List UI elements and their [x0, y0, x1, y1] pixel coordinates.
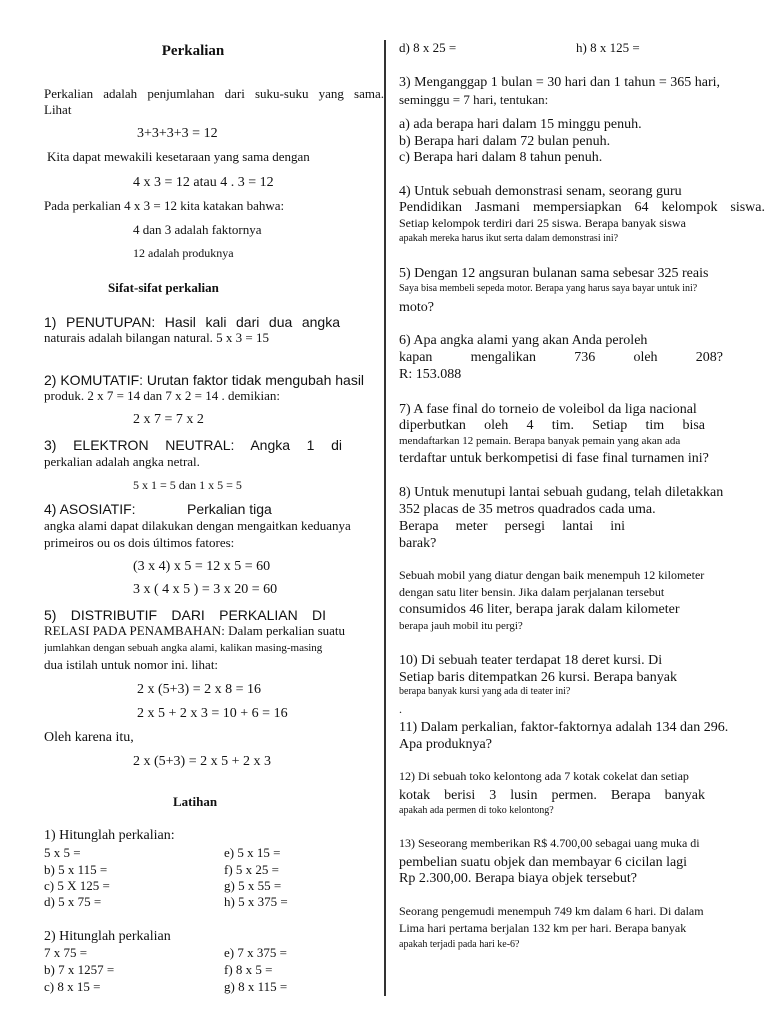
- question-11-line-2: Apa produknya?: [399, 737, 492, 752]
- question-8-line-3: Berapa meter persegi lantai ini: [399, 519, 625, 534]
- question-14-line-3: apakah terjadi pada hari ke-6?: [399, 939, 520, 950]
- question-5-line-1: 5) Dengan 12 angsuran bulanan sama sebesar 325 reais: [399, 266, 709, 281]
- question-10-line-3: berapa banyak kursi yang ada di teater ini?: [399, 686, 571, 697]
- property-3-equation: 5 x 1 = 5 dan 1 x 5 = 5: [133, 478, 242, 492]
- exercise-1-item-b: b) 5 x 115 =: [44, 862, 108, 877]
- question-7-line-1: 7) A fase final do torneio de voleibol da liga nacional: [399, 402, 697, 417]
- question-13-line-1: 13) Seseorang memberikan R$ 4.700,00 sebagai uang muka di: [399, 836, 700, 850]
- exercise-2-item-d: d) 8 x 25 =: [399, 40, 457, 55]
- question-4-line-1: 4) Untuk sebuah demonstrasi senam, seorang guru: [399, 184, 682, 199]
- property-4-label: 4) ASOSIATIF:: [44, 501, 136, 517]
- question-6-answer: R: 153.088: [399, 367, 462, 382]
- exercise-2-item-g: g) 8 x 115 =: [224, 979, 288, 994]
- intro-line-3: Pada perkalian 4 x 3 = 12 kita katakan bahwa:: [44, 198, 285, 213]
- exercise-1-item-d: d) 5 x 75 =: [44, 894, 102, 909]
- property-5-line-3: jumlahkan dengan sebuah angka alami, kalikan masing-masing: [44, 642, 323, 654]
- property-5-line-2: RELASI PADA PENAMBAHAN: Dalam perkalian suatu: [44, 624, 346, 638]
- section-title-latihan: Latihan: [173, 794, 218, 809]
- exercise-2-item-f: f) 8 x 5 =: [224, 962, 273, 977]
- question-6-line-2: kapan mengalikan 736 oleh 208?: [399, 350, 723, 365]
- property-4-equation-1: (3 x 4) x 5 = 12 x 5 = 60: [133, 559, 271, 574]
- property-4-text: Perkalian tiga: [187, 501, 272, 517]
- property-4-line-2: angka alami dapat dilakukan dengan mengaitkan keduanya: [44, 519, 351, 533]
- question-10-line-4: .: [399, 702, 402, 716]
- question-10-line-1: 10) Di sebuah teater terdapat 18 deret kursi. Di: [399, 653, 663, 668]
- exercise-2-item-e: e) 7 x 375 =: [224, 945, 287, 960]
- property-4-equation-2: 3 x ( 4 x 5 ) = 3 x 20 = 60: [133, 582, 278, 597]
- question-12-line-1: 12) Di sebuah toko kelontong ada 7 kotak cokelat dan setiap: [399, 769, 689, 783]
- property-2-line-1: 2) KOMUTATIF: Urutan faktor tidak mengubah hasil: [44, 372, 365, 388]
- question-14-line-2: Lima hari pertama berjalan 132 km per hari. Berapa banyak: [399, 921, 687, 935]
- question-9-line-2: dengan satu liter bensin. Jika dalam perjalanan tersebut: [399, 585, 665, 599]
- question-8-line-2: 352 placas de 35 metros quadrados cada uma.: [399, 502, 656, 517]
- exercise-1-item-f: f) 5 x 25 =: [224, 862, 279, 877]
- note-factors: 4 dan 3 adalah faktornya: [133, 222, 262, 237]
- question-10-line-2: Setiap baris ditempatkan 26 kursi. Berapa banyak: [399, 670, 677, 685]
- property-3-line-2: perkalian adalah angka netral.: [44, 454, 200, 469]
- intro-line-1b: Lihat: [44, 102, 72, 117]
- property-5-equation-1: 2 x (5+3) = 2 x 8 = 16: [137, 682, 262, 697]
- property-2-line-2: produk. 2 x 7 = 14 dan 7 x 2 = 14 . demikian:: [44, 388, 280, 403]
- question-4-line-4: apakah mereka harus ikut serta dalam demonstrasi ini?: [399, 233, 619, 244]
- question-4-line-3: Setiap kelompok terdiri dari 25 siswa. Berapa banyak siswa: [399, 216, 686, 230]
- question-4-line-2: Pendidikan Jasmani mempersiapkan 64 kelompok siswa.: [399, 200, 765, 215]
- exercise-2-item-h: h) 8 x 125 =: [576, 40, 640, 55]
- page-title: Perkalian: [161, 43, 225, 59]
- question-5-line-3: moto?: [399, 300, 434, 315]
- question-13-line-3: Rp 2.300,00. Berapa biaya objek tersebut?: [399, 871, 637, 886]
- property-4-line-3: primeiros ou os dois últimos fatores:: [44, 535, 235, 550]
- equation-2: 4 x 3 = 12 atau 4 . 3 = 12: [133, 175, 274, 190]
- property-1-line-1: 1) PENUTUPAN: Hasil kali dari dua angka: [44, 314, 340, 330]
- property-5-line-5: Oleh karena itu,: [44, 730, 134, 745]
- intro-line-2: Kita dapat mewakili kesetaraan yang sama dengan: [47, 149, 310, 164]
- section-title-sifat: Sifat-sifat perkalian: [108, 280, 219, 295]
- question-3-c: c) Berapa hari dalam 8 tahun penuh.: [399, 150, 603, 165]
- question-9-line-1: Sebuah mobil yang diatur dengan baik menempuh 12 kilometer: [399, 568, 705, 582]
- exercise-1-title: 1) Hitunglah perkalian:: [44, 828, 175, 843]
- question-9-line-4: berapa jauh mobil itu pergi?: [399, 620, 523, 632]
- question-3-line-1: 3) Menganggap 1 bulan = 30 hari dan 1 tahun = 365 hari,: [399, 75, 720, 90]
- question-7-line-3: mendaftarkan 12 pemain. Berapa banyak pemain yang akan ada: [399, 435, 681, 447]
- question-7-line-4: terdaftar untuk berkompetisi di fase final turnamen ini?: [399, 451, 709, 466]
- question-6-line-1: 6) Apa angka alami yang akan Anda peroleh: [399, 333, 648, 348]
- exercise-1-item-c: c) 5 X 125 =: [44, 878, 110, 893]
- question-3-a: a) ada berapa hari dalam 15 minggu penuh.: [399, 117, 642, 132]
- property-5-equation-3: 2 x (5+3) = 2 x 5 + 2 x 3: [133, 754, 272, 769]
- exercise-1-item-a: 5 x 5 =: [44, 845, 81, 860]
- exercise-1-item-h: h) 5 x 375 =: [224, 894, 288, 909]
- property-5-line-1: 5) DISTRIBUTIF DARI PERKALIAN DI: [44, 607, 326, 623]
- note-product: 12 adalah produknya: [133, 246, 234, 260]
- exercise-1-item-e: e) 5 x 15 =: [224, 845, 281, 860]
- property-2-equation: 2 x 7 = 7 x 2: [133, 412, 204, 427]
- question-12-line-3: apakah ada permen di toko kelontong?: [399, 805, 554, 816]
- property-1-line-2: naturais adalah bilangan natural. 5 x 3 = 15: [44, 330, 270, 345]
- question-8-line-4: barak?: [399, 536, 437, 551]
- exercise-2-item-c: c) 8 x 15 =: [44, 979, 101, 994]
- question-5-line-2: Saya bisa membeli sepeda motor. Berapa yang harus saya bayar untuk ini?: [399, 283, 698, 294]
- question-3-b: b) Berapa hari dalam 72 bulan penuh.: [399, 134, 611, 149]
- equation-1: 3+3+3+3 = 12: [137, 126, 218, 141]
- intro-line-1: Perkalian adalah penjumlahan dari suku-suku yang sama.: [44, 86, 384, 101]
- exercise-2-item-b: b) 7 x 1257 =: [44, 962, 115, 977]
- property-3-line-1: 3) ELEKTRON NEUTRAL: Angka 1 di: [44, 437, 342, 453]
- question-3-line-2: seminggu = 7 hari, tentukan:: [399, 92, 549, 107]
- exercise-1-item-g: g) 5 x 55 =: [224, 878, 282, 893]
- question-13-line-2: pembelian suatu objek dan membayar 6 cicilan lagi: [399, 855, 688, 870]
- question-12-line-2: kotak berisi 3 lusin permen. Berapa banyak: [399, 788, 705, 803]
- right-column: [390, 0, 768, 1024]
- question-9-line-3: consumidos 46 liter, berapa jarak dalam kilometer: [399, 602, 680, 617]
- property-5-line-4: dua istilah untuk nomor ini. lihat:: [44, 657, 219, 672]
- exercise-2-item-a: 7 x 75 =: [44, 945, 88, 960]
- property-5-equation-2: 2 x 5 + 2 x 3 = 10 + 6 = 16: [137, 706, 288, 721]
- question-8-line-1: 8) Untuk menutupi lantai sebuah gudang, telah diletakkan: [399, 485, 724, 500]
- question-7-line-2: diperbutkan oleh 4 tim. Setiap tim bisa: [399, 418, 705, 433]
- question-11-line-1: 11) Dalam perkalian, faktor-faktornya adalah 134 dan 296.: [399, 720, 729, 735]
- exercise-2-title: 2) Hitunglah perkalian: [44, 929, 171, 944]
- question-14-line-1: Seorang pengemudi menempuh 749 km dalam 6 hari. Di dalam: [399, 904, 704, 918]
